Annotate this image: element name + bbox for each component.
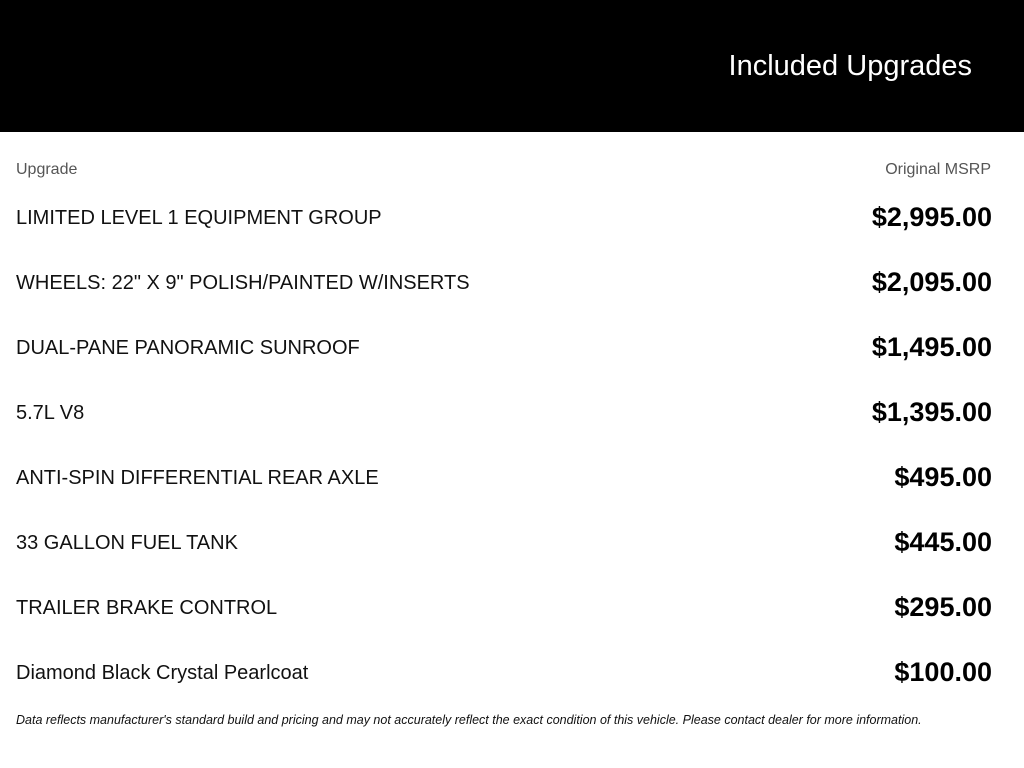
upgrade-row — [0, 185, 1024, 250]
upgrade-name: 5.7L V8 — [16, 402, 85, 424]
upgrade-name: ANTI-SPIN DIFFERENTIAL REAR AXLE — [16, 467, 379, 489]
upgrade-row — [0, 315, 1024, 380]
upgrades-list — [0, 185, 1024, 705]
upgrade-price: $2,095.00 — [871, 267, 992, 297]
upgrade-price: $445.00 — [894, 527, 992, 557]
upgrade-name: Diamond Black Crystal Pearlcoat — [16, 662, 309, 684]
upgrade-price: $1,495.00 — [871, 332, 992, 362]
upgrade-price: $1,395.00 — [871, 397, 992, 427]
column-header-upgrade: Upgrade — [16, 161, 78, 178]
upgrade-price: $2,995.00 — [871, 202, 992, 232]
upgrade-row — [0, 445, 1024, 510]
upgrade-name: DUAL-PANE PANORAMIC SUNROOF — [16, 337, 360, 359]
upgrade-price: $495.00 — [894, 462, 992, 492]
disclaimer-text: Data reflects manufacturer's standard build and pricing and may not accurately reflect the exact condition of this vehicle. Please contact dealer for more information. — [16, 713, 922, 727]
upgrade-name: LIMITED LEVEL 1 EQUIPMENT GROUP — [16, 207, 382, 229]
upgrade-row — [0, 250, 1024, 315]
page-title: Included Upgrades — [728, 50, 972, 82]
upgrade-row — [0, 510, 1024, 575]
upgrade-price: $295.00 — [894, 592, 992, 622]
upgrade-row — [0, 380, 1024, 445]
upgrade-name: 33 GALLON FUEL TANK — [16, 532, 238, 554]
upgrade-row — [0, 575, 1024, 640]
upgrade-price: $100.00 — [894, 657, 992, 687]
header-bar — [0, 0, 1024, 132]
upgrade-row — [0, 640, 1024, 705]
upgrade-name: TRAILER BRAKE CONTROL — [16, 597, 278, 619]
column-header-msrp: Original MSRP — [885, 161, 991, 178]
upgrade-name: WHEELS: 22" X 9" POLISH/PAINTED W/INSERTS — [16, 272, 470, 294]
